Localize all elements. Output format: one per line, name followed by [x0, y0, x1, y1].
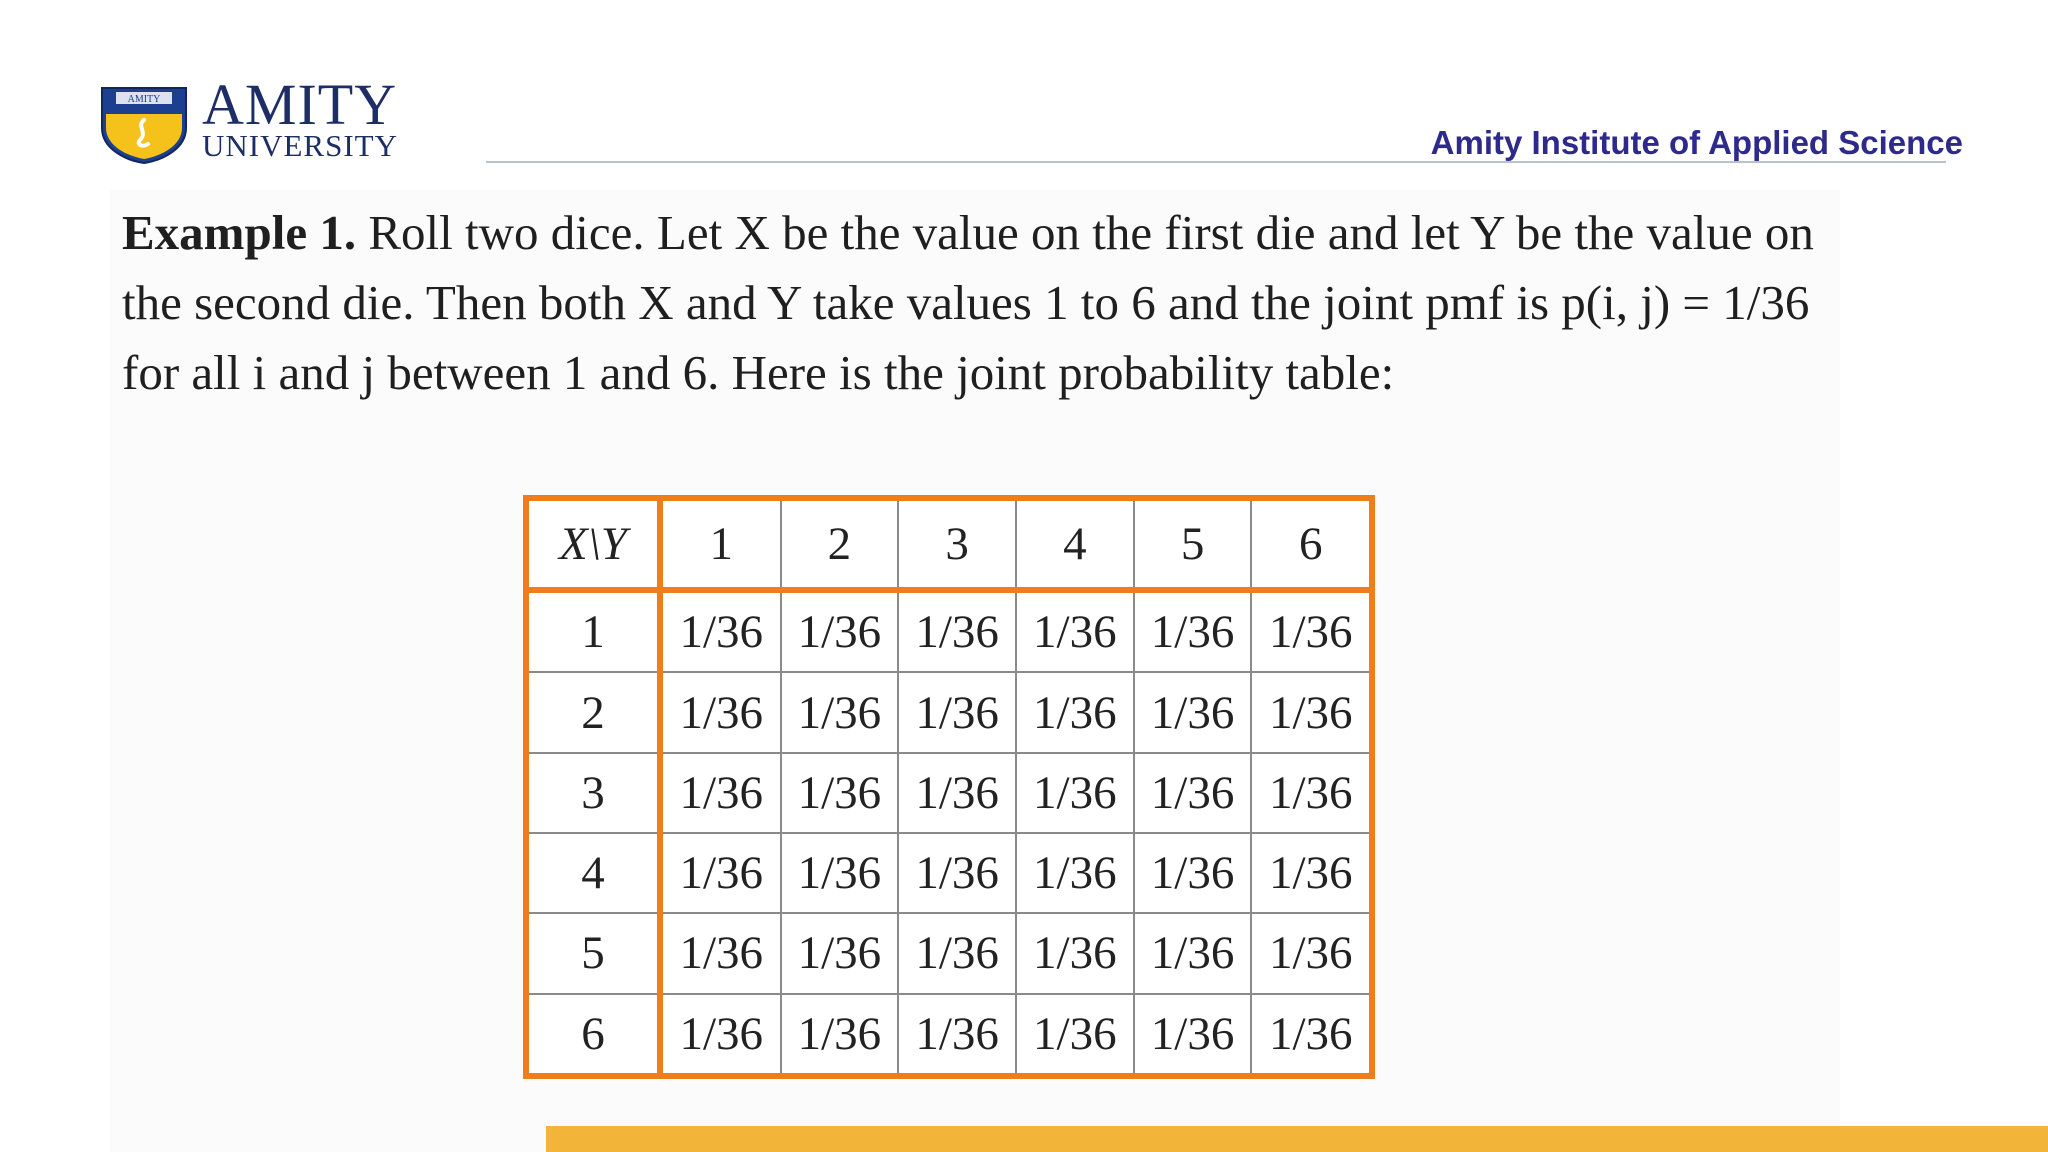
svg-text:AMITY: AMITY: [127, 94, 161, 105]
row-header: 2: [526, 672, 660, 752]
joint-probability-table: [523, 495, 1375, 1079]
table-cell: 1/36: [898, 833, 1016, 913]
table-cell: 1/36: [781, 833, 899, 913]
paragraph-line-3: for all i and j between 1 and 6. Here is the joint probability table:: [122, 345, 1395, 400]
table-cell: 1/36: [660, 753, 781, 833]
table-cell: 1/36: [898, 590, 1016, 672]
table-cell: 1/36: [1251, 672, 1372, 752]
row-header: 3: [526, 753, 660, 833]
table-cell: 1/36: [660, 913, 781, 993]
table-cell: 1/36: [898, 672, 1016, 752]
table-header-row: [526, 498, 1372, 590]
row-header: 1: [526, 590, 660, 672]
paragraph-line-1-text: Roll two dice. Let X be the value on the first die and let Y be the value on: [356, 205, 1814, 260]
table-row: [526, 913, 1372, 993]
row-header: 4: [526, 833, 660, 913]
table-corner-cell: X\Y: [526, 498, 660, 590]
logo-subtitle: UNIVERSITY: [202, 128, 398, 163]
table-cell: 1/36: [898, 753, 1016, 833]
table-cell: 1/36: [1016, 672, 1134, 752]
table-row: [526, 590, 1372, 672]
institute-title: Amity Institute of Applied Science: [1430, 124, 1963, 161]
table-cell: 1/36: [781, 672, 899, 752]
table-cell: 1/36: [1134, 833, 1252, 913]
table-cell: 1/36: [781, 753, 899, 833]
table-cell: 1/36: [1016, 753, 1134, 833]
footer-accent-bar: [546, 1126, 2048, 1152]
table-cell: 1/36: [1251, 753, 1372, 833]
table-cell: 1/36: [1134, 753, 1252, 833]
table-cell: 1/36: [1251, 833, 1372, 913]
table-row: [526, 753, 1372, 833]
amity-logo: [98, 72, 448, 166]
table-cell: 1/36: [1134, 994, 1252, 1076]
table-cell: 1/36: [781, 913, 899, 993]
column-header: 5: [1134, 498, 1252, 590]
table-cell: 1/36: [1016, 833, 1134, 913]
table-cell: 1/36: [1016, 913, 1134, 993]
example-label: Example 1.: [122, 205, 357, 260]
table-row: [526, 672, 1372, 752]
table-cell: 1/36: [1134, 672, 1252, 752]
table-cell: 1/36: [1251, 590, 1372, 672]
column-header: 2: [781, 498, 899, 590]
column-header: 4: [1016, 498, 1134, 590]
table-row: [526, 994, 1372, 1076]
table-cell: 1/36: [660, 672, 781, 752]
row-header: 5: [526, 913, 660, 993]
amity-shield-icon: [98, 84, 190, 164]
table-cell: 1/36: [781, 590, 899, 672]
table-cell: 1/36: [1134, 913, 1252, 993]
paragraph-line-2: the second die. Then both X and Y take values 1 to 6 and the joint pmf is p(i, j) = 1/36: [122, 275, 1810, 330]
table-cell: 1/36: [1016, 590, 1134, 672]
column-header: 3: [898, 498, 1016, 590]
table-cell: 1/36: [660, 833, 781, 913]
table-cell: 1/36: [1134, 590, 1252, 672]
row-header: 6: [526, 994, 660, 1076]
table-cell: 1/36: [898, 913, 1016, 993]
table-cell: 1/36: [660, 994, 781, 1076]
table-row: [526, 833, 1372, 913]
table-cell: 1/36: [1251, 994, 1372, 1076]
example-paragraph: [122, 198, 1842, 408]
column-header: 6: [1251, 498, 1372, 590]
table-cell: 1/36: [1016, 994, 1134, 1076]
paragraph-line-1: [122, 198, 1842, 268]
table-cell: 1/36: [660, 590, 781, 672]
table-cell: 1/36: [1251, 913, 1372, 993]
column-header: 1: [660, 498, 781, 590]
logo-wordmark: AMITY: [202, 72, 398, 137]
table-cell: 1/36: [781, 994, 899, 1076]
table-cell: 1/36: [898, 994, 1016, 1076]
